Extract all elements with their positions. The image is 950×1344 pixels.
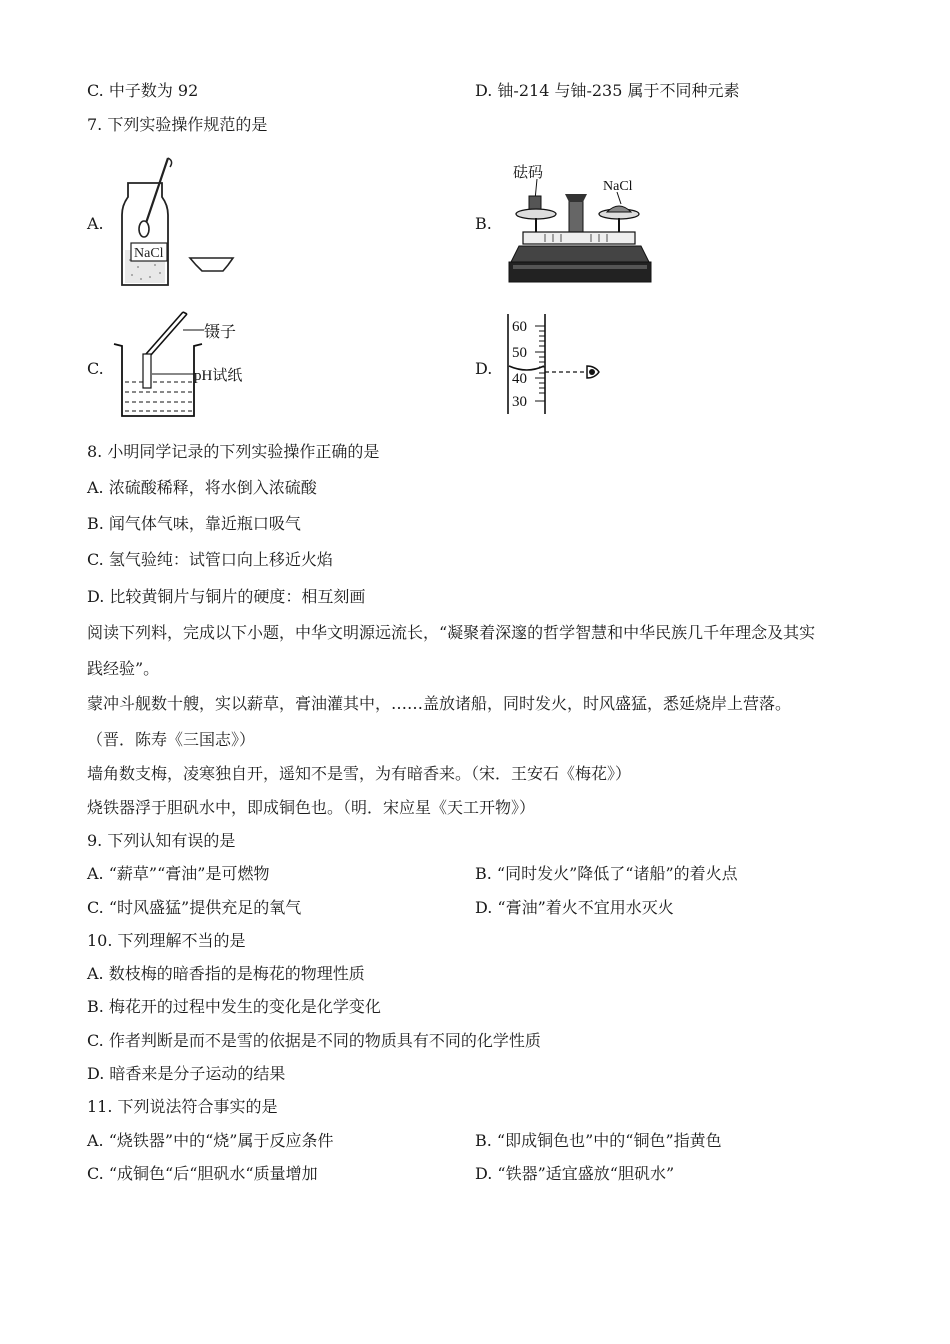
- q8-option-d: D. 比较黄铜片与铜片的硬度：相互刻画: [87, 587, 366, 606]
- q7-fig-c-paper-label: pH试纸: [194, 368, 243, 384]
- q8-option-b: B. 闻气体气味，靠近瓶口吸气: [87, 514, 301, 533]
- reading-intro-line-1: 阅读下列料，完成以下小题，中华文明源远流长，“凝聚着深邃的哲学智慧和中华民族几千年理念及其实: [87, 623, 816, 642]
- reading-passage-1: 蒙冲斗舰数十艘，实以薪草，膏油灌其中，……盖放诸船，同时发火，时风盛猛，悉延烧岸上营落。: [87, 694, 792, 713]
- q7-fig-d-tick-40: 40: [512, 371, 527, 387]
- q7-figure-b-balance: [505, 160, 655, 292]
- q7-figure-a-reagent-bottle: [110, 155, 240, 294]
- reading-passage-3: 烧铁器浮于胆矾水中，即成铜色也。（明．宋应星《天工开物》）: [87, 798, 536, 817]
- q6-option-c: C. 中子数为 92: [87, 81, 199, 100]
- q6-option-d: D. 铀-214 与铀-235 属于不同种元素: [475, 81, 740, 100]
- q9-option-c: C. “时风盛猛”提供充足的氧气: [87, 898, 302, 917]
- q10-stem: 10. 下列理解不当的是: [87, 931, 246, 950]
- q7-fig-d-tick-30: 30: [512, 394, 527, 410]
- q7-label-b: B.: [475, 214, 492, 233]
- q7-figure-d-graduated-cylinder: [503, 312, 613, 420]
- q8-stem: 8. 小明同学记录的下列实验操作正确的是: [87, 442, 380, 461]
- q9-option-a: A. “薪草”“膏油”是可燃物: [87, 864, 270, 883]
- q7-fig-d-tick-50: 50: [512, 345, 527, 361]
- q10-option-b: B. 梅花开的过程中发生的变化是化学变化: [87, 997, 381, 1016]
- q10-option-a: A. 数枝梅的暗香指的是梅花的物理性质: [87, 964, 365, 983]
- q8-option-c: C. 氢气验纯：试管口向上移近火焰: [87, 550, 333, 569]
- q7-fig-c-tweezers-label: 镊子: [204, 324, 237, 341]
- q11-option-c: C. “成铜色“后“胆矾水“质量增加: [87, 1164, 318, 1183]
- q11-option-d: D. “铁器”适宜盛放“胆矾水”: [475, 1164, 675, 1183]
- reading-passage-1-source: （晋．陈寿《三国志》）: [87, 730, 256, 749]
- q7-fig-b-weight-label: 砝码: [513, 165, 544, 181]
- q9-option-d: D. “膏油”着火不宜用水灭火: [475, 898, 674, 917]
- q7-stem: 7. 下列实验操作规范的是: [87, 115, 268, 134]
- q8-option-a: A. 浓硫酸稀释，将水倒入浓硫酸: [87, 478, 317, 497]
- q7-label-d: D.: [475, 359, 493, 378]
- reading-passage-2: 墙角数支梅，凌寒独自开，遥知不是雪，为有暗香来。（宋．王安石《梅花》）: [87, 764, 632, 783]
- q7-figure-c-beaker: [108, 308, 258, 427]
- q10-option-d: D. 暗香来是分子运动的结果: [87, 1064, 286, 1083]
- q11-option-a: A. “烧铁器”中的“烧”属于反应条件: [87, 1131, 334, 1150]
- q11-option-b: B. “即成铜色也”中的“铜色”指黄色: [475, 1131, 722, 1150]
- q9-stem: 9. 下列认知有误的是: [87, 831, 236, 850]
- q7-fig-a-label: NaCl: [134, 246, 164, 261]
- q7-label-c: C.: [87, 359, 104, 378]
- q11-stem: 11. 下列说法符合事实的是: [87, 1097, 278, 1116]
- q10-option-c: C. 作者判断是而不是雪的依据是不同的物质具有不同的化学性质: [87, 1031, 541, 1050]
- q7-label-a: A.: [87, 214, 104, 233]
- reading-intro-line-2: 践经验”。: [87, 659, 160, 678]
- q7-fig-b-nacl-label: NaCl: [603, 179, 633, 194]
- q7-fig-d-tick-60: 60: [512, 319, 527, 335]
- q9-option-b: B. “同时发火”降低了“诸船”的着火点: [475, 864, 738, 883]
